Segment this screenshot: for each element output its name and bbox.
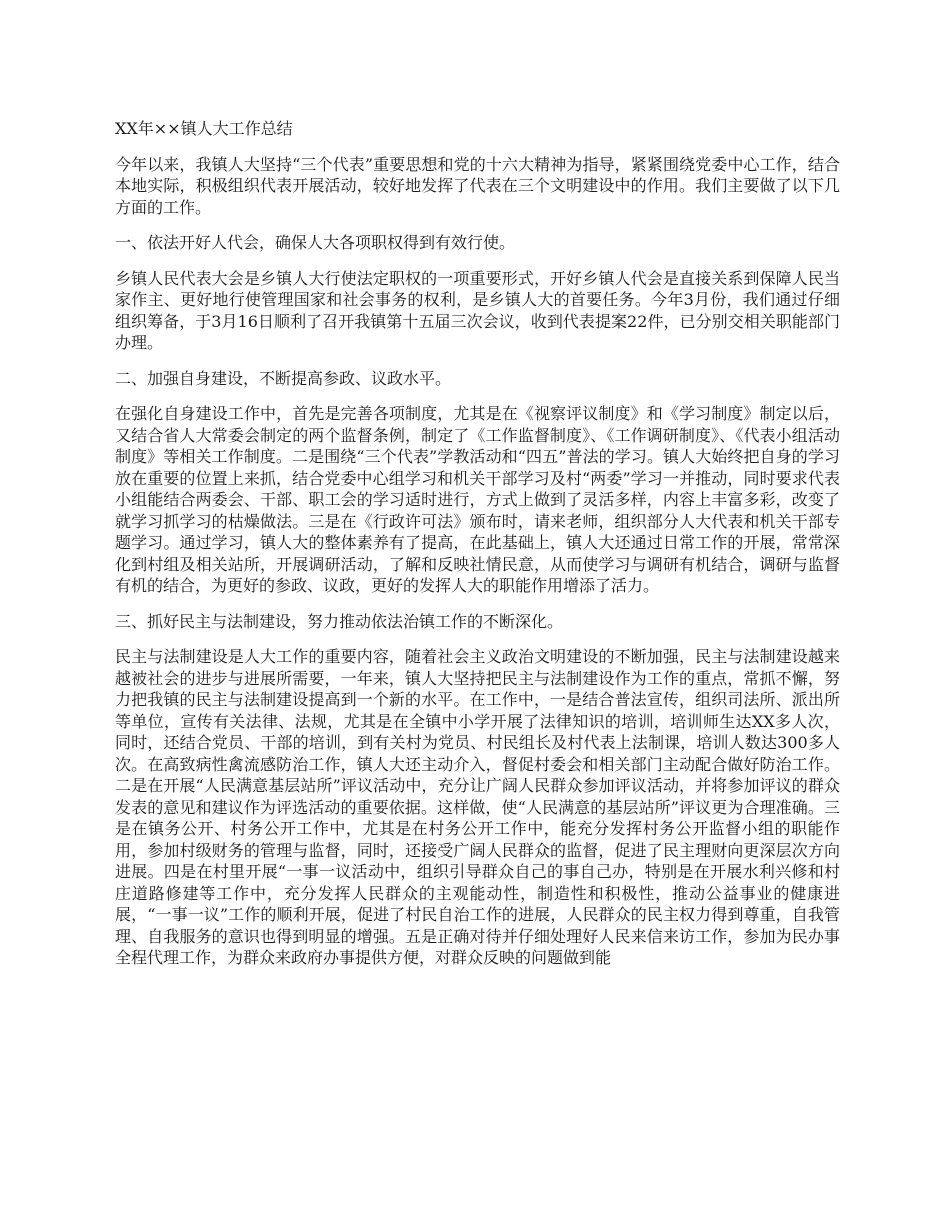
paragraph-section-3: 民主与法制建设是人大工作的重要内容，随着社会主义政治文明建设的不断加强，民主与法制建设越来越被社会的进步与进展所需要，一年来，镇人大坚持把民主与法制建设作为工作的重点，常抓不懈，努力把我镇的民主与法制建设提高到一个新的水平。在工作中，一是结合普法宣传，组织司法所、派出所等单位，宣传有关法律、法规，尤其是在全镇中小学开展了法律知识的培训，培训师生达XX多人次，同时，还结合党员、干部的培训，到有关村为党员、村民组长及村代表上法制课，培训人数达300多人次。在高致病性禽流感防治工作，镇人大还主动介入，督促村委会和相关部门主动配合做好防治工作。二是在开展“人民满意基层站所”评议活动中，充分让广阔人民群众参加评议活动，并将参加评议的群众发表的意见和建议作为评选活动的重要依据。这样做，使“人民满意的基层站所”评议更为合理准确。三是在镇务公开、村务公开工作中，尤其是在村务公开工作中，能充分发挥村务公开监督小组的职能作用，参加村级财务的管理与监督，同时，还接受广阔人民群众的监督，促进了民主理财向更深层次方向进展。四是在村里开展“一事一议活动中，组织引导群众自己的事自己办，特别是在开展水利兴修和村庄道路修建等工作中，充分发挥人民群众的主观能动性，制造性和积极性，推动公益事业的健康进展，“一事一议”工作的顺利开展，促进了村民自治工作的进展，人民群众的民主权力得到尊重，自我管理、自我服务的意识也得到明显的增强。五是正确对待并仔细处理好人民来信来访工作，参加为民办事全程代理工作，为群众来政府办事提供方便，对群众反映的问题做到能 [115, 647, 840, 967]
paragraph-section-2: 在强化自身建设工作中，首先是完善各项制度，尤其是在《视察评议制度》和《学习制度》制定以后，又结合省人大常委会制定的两个监督条例，制定了《工作监督制度》、《工作调研制度》、《代表小组活动制度》等相关工作制度。二是围绕“三个代表”学教活动和“四五”普法的学习。镇人大始终把自身的学习放在重要的位置上来抓，结合党委中心组学习和机关干部学习及村“两委”学习一并推动，同时要求代表小组能结合两委会、干部、职工会的学习适时进行，方式上做到了灵活多样，内容上丰富多彩，改变了就学习抓学习的枯燥做法。三是在《行政许可法》颁布时，请来老师，组织部分人大代表和机关干部专题学习。通过学习，镇人大的整体素养有了提高，在此基础上，镇人大还通过日常工作的开展，常常深化到村组及相关站所，开展调研活动，了解和反映社情民意，从而使学习与调研有机结合，调研与监督有机的结合，为更好的参政、议政，更好的发挥人大的职能作用增添了活力。 [115, 404, 840, 595]
section-heading-2: 二、加强自身建设，不断提高参政、议政水平。 [115, 368, 452, 388]
section-heading-3: 三、抓好民主与法制建设，努力推动依法治镇工作的不断深化。 [115, 611, 564, 631]
section-heading-1: 一、依法开好人代会，确保人大各项职权得到有效行使。 [115, 233, 516, 252]
paragraph-intro: 今年以来，我镇人大坚持“三个代表”重要思想和党的十六大精神为指导，紧紧围绕党委中心工作，结合本地实际，积极组织代表开展活动，较好地发挥了代表在三个文明建设中的作用。我们主要做了以下几方面的工作。 [115, 154, 840, 217]
document-page [115, 118, 840, 983]
document-title: XX年××镇人大工作总结 [115, 119, 293, 138]
paragraph-section-1: 乡镇人民代表大会是乡镇人大行使法定职权的一项重要形式，开好乡镇人代会是直接关系到保障人民当家作主、更好地行使管理国家和社会事务的权利，是乡镇人大的首要任务。今年3月份，我们通过仔细组织筹备，于3月16日顺利了召开我镇第十五届三次会议，收到代表提案22件，已分别交相关职能部门办理。 [115, 268, 840, 352]
